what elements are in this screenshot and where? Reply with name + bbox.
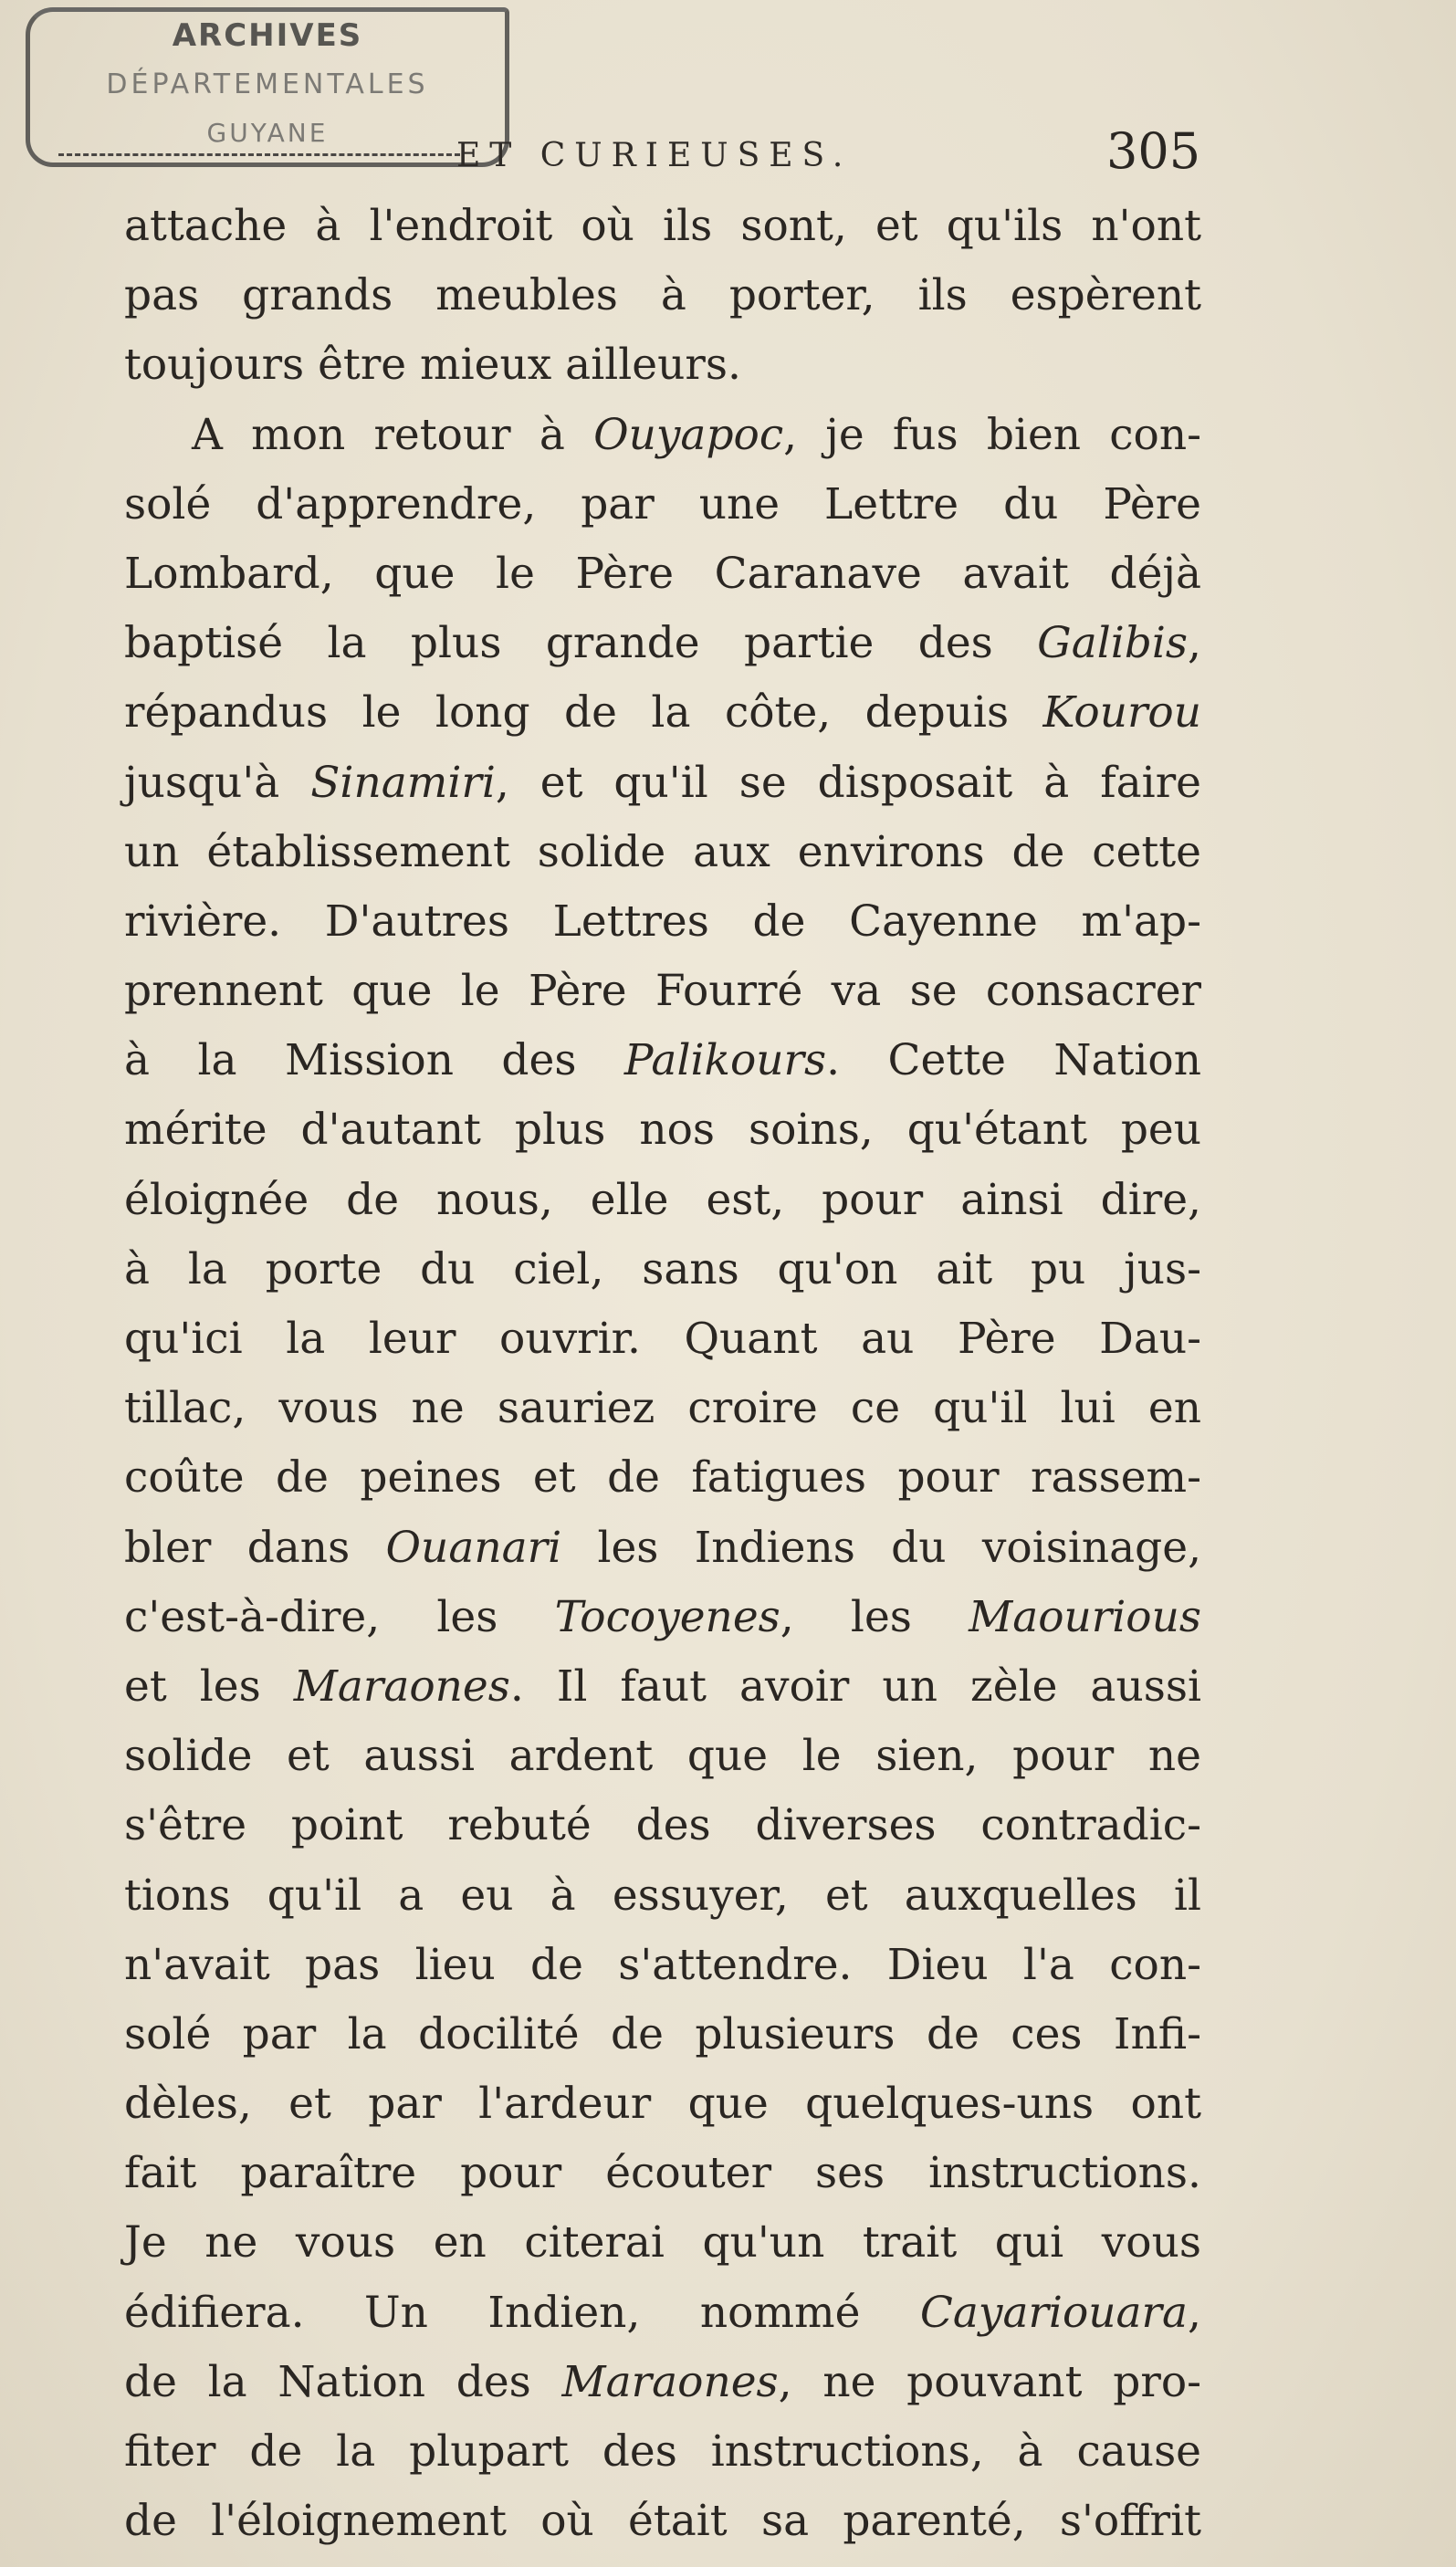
italic-term: Maraones [561, 2356, 779, 2407]
body-text [124, 192, 1201, 2556]
text-line [124, 1374, 1201, 1443]
italic-term: Palikours [623, 1035, 827, 1086]
text-run: de l'éloignement où était sa parenté, s'offrit [124, 2496, 1201, 2547]
text-run: . Cette Nation [826, 1035, 1201, 1086]
text-run: Je ne vous en citerai qu'un trait qui vous [124, 2217, 1201, 2268]
text-run: , je fus bien con- [783, 409, 1201, 460]
text-run: . Il faut avoir un zèle aussi [509, 1661, 1201, 1712]
text-line [124, 2348, 1201, 2417]
text-run: , [1188, 2287, 1201, 2338]
text-run: , ne pouvant pro- [778, 2356, 1201, 2407]
text-run: édifiera. Un Indien, nommé [124, 2287, 920, 2338]
text-line [124, 540, 1201, 609]
text-run: pas grands meubles à porter, ils espèrent [124, 270, 1201, 321]
italic-term: Sinamiri [310, 757, 496, 808]
text-line [124, 1235, 1201, 1304]
text-run: rivière. D'autres Lettres de Cayenne m'ap- [124, 896, 1201, 947]
text-run: solé d'apprendre, par une Lettre du Père [124, 478, 1201, 529]
text-line [124, 678, 1201, 748]
page-number: 305 [1106, 122, 1201, 180]
text-line [124, 2139, 1201, 2208]
italic-term: Galibis [1037, 618, 1189, 669]
text-run: répandus le long de la côte, depuis [124, 687, 1043, 739]
text-line [124, 749, 1201, 818]
text-run: n'avait pas lieu de s'attendre. Dieu l'a con- [124, 1939, 1201, 1990]
text-run: solide et aussi ardent que le sien, pour ne [124, 1731, 1201, 1782]
text-line [124, 261, 1201, 330]
running-head-rule [58, 153, 460, 156]
text-line [124, 1652, 1201, 1722]
italic-term: Kourou [1042, 687, 1201, 739]
text-line [124, 1514, 1201, 1583]
text-run: éloignée de nous, elle est, pour ainsi dire, [124, 1174, 1201, 1225]
text-run: tillac, vous ne sauriez croire ce qu'il lui en [124, 1383, 1201, 1434]
italic-term: Tocoyenes [554, 1591, 780, 1642]
text-line [124, 401, 1201, 470]
stamp-line-archives: ARCHIVES [172, 17, 363, 54]
text-run: bler dans [124, 1522, 386, 1573]
text-run: solé par la docilité de plusieurs de ces Infi- [124, 2008, 1201, 2059]
text-run: , et qu'il se disposait à faire [495, 757, 1201, 808]
text-line [124, 2069, 1201, 2139]
text-line [124, 2000, 1201, 2069]
text-run: prennent que le Père Fourré va se consacrer [124, 966, 1201, 1017]
text-run: dèles, et par l'ardeur que quelques-uns ont [124, 2079, 1201, 2130]
text-run: de la Nation des [124, 2356, 562, 2407]
text-line [124, 957, 1201, 1026]
text-run: Lombard, que le Père Caranave avait déjà [124, 548, 1201, 599]
text-run: à la porte du ciel, sans qu'on ait pu jus- [124, 1243, 1201, 1294]
text-line [124, 1304, 1201, 1374]
text-line [124, 818, 1201, 887]
text-line [124, 470, 1201, 540]
text-line [124, 1722, 1201, 1791]
text-line [124, 1026, 1201, 1095]
text-line [124, 1931, 1201, 2000]
stamp-line-departementales: DÉPARTEMENTALES [106, 68, 429, 100]
text-run: fait paraître pour écouter ses instructions. [124, 2148, 1201, 2199]
italic-term: Ouyapoc [593, 409, 784, 460]
text-run: jusqu'à [124, 757, 311, 808]
text-run: c'est-à-dire, les [124, 1591, 555, 1642]
text-line [124, 1791, 1201, 1860]
italic-term: Maourious [969, 1591, 1201, 1642]
text-run: qu'ici la leur ouvrir. Quant au Père Dau- [124, 1314, 1201, 1364]
text-run: les Indiens du voisinage, [561, 1522, 1202, 1573]
italic-term: Ouanari [385, 1522, 562, 1573]
text-line [124, 1583, 1201, 1652]
archive-stamp [26, 7, 509, 167]
text-run: attache à l'endroit où ils sont, et qu'ils n'ont [124, 201, 1201, 251]
text-line [124, 1443, 1201, 1513]
text-line [124, 1166, 1201, 1235]
text-line [124, 2279, 1201, 2348]
text-line [124, 1095, 1201, 1165]
text-run: à la Mission des [124, 1035, 624, 1086]
text-run: s'être point rebuté des diverses contradic- [124, 1800, 1201, 1851]
text-line [124, 2487, 1201, 2556]
text-run: tions qu'il a eu à essuyer, et auxquelles il [124, 1870, 1201, 1921]
text-line [124, 192, 1201, 261]
text-run: coûte de peines et de fatigues pour rassem- [124, 1452, 1201, 1504]
text-line [124, 887, 1201, 957]
text-line [124, 330, 1201, 400]
text-line [124, 2417, 1201, 2487]
text-run: un établissement solide aux environs de cette [124, 826, 1201, 877]
text-run: mérite d'autant plus nos soins, qu'étant peu [124, 1105, 1201, 1156]
stamp-line-guyane: GUYANE [206, 118, 329, 148]
text-run: , [1188, 618, 1201, 669]
text-run: A mon retour à [192, 409, 594, 460]
text-line [124, 2208, 1201, 2278]
italic-term: Cayariouara [919, 2287, 1189, 2338]
text-run: toujours être mieux ailleurs. [124, 340, 741, 391]
text-line [124, 609, 1201, 678]
text-run: baptisé la plus grande partie des [124, 618, 1038, 669]
text-line [124, 1861, 1201, 1931]
italic-term: Maraones [293, 1661, 510, 1712]
text-run: et les [124, 1661, 294, 1712]
text-run: , les [780, 1591, 969, 1642]
running-head: ET CURIEUSES. [456, 137, 853, 174]
text-run: fiter de la plupart des instructions, à cause [124, 2426, 1201, 2477]
